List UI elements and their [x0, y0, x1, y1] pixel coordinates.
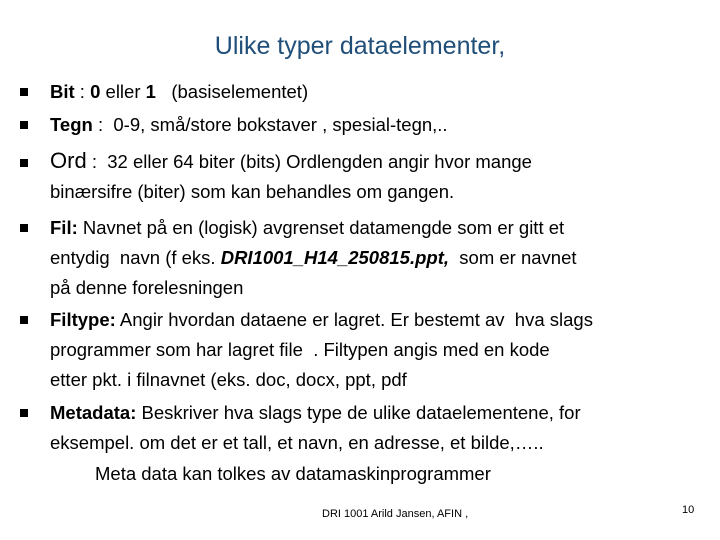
bullet-text-segment: : 32 eller 64 biter (bits) Ordlengden angir hvor mange binærsifre (biter) som kan behandles om gangen. [50, 151, 532, 202]
bullet-text-segment: DRI1001_H14_250815.ppt, [220, 247, 450, 268]
bullet-text [50, 213, 700, 303]
bullet-text-segment: Bit [50, 81, 75, 102]
meta-data-note: Meta data kan tolkes av datamaskinprogrammer [95, 463, 491, 484]
bullet-marker-icon [20, 159, 28, 167]
bullet-text-segment: som er navnet på denne forelesningen [50, 247, 577, 298]
bullet-marker-icon [20, 121, 28, 129]
bullet-text-segment: Tegn [50, 114, 93, 135]
bullet-text [50, 110, 700, 140]
bullet-text-segment: : 0-9, små/store bokstaver , spesial-tegn,.. [92, 114, 448, 135]
bullet-text [50, 305, 700, 395]
bullet-text-segment: 0 [90, 81, 101, 102]
bullet-text-segment: : [74, 81, 91, 102]
bullet-marker-icon [20, 409, 28, 417]
bullet-text-segment: 1 [145, 81, 156, 102]
bullet-text-segment: Metadata: [50, 402, 137, 423]
bullet-text-segment: Ord [50, 148, 87, 173]
bullet-text [50, 398, 700, 458]
page-number: 10 [682, 504, 695, 516]
bullet-text-segment: Navnet på en (logisk) avgrenset datamengde som er gitt et entydig navn (f eks. [50, 217, 565, 268]
slide-footer: DRI 1001 Arild Jansen, AFIN , [322, 508, 469, 520]
bullet-text-segment: Beskriver hva slags type de ulike dataelementene, for eksempel. om det er et tall, et navn, en adresse, et bilde,….. [50, 402, 581, 453]
bullet-text-segment: (basiselementet) [155, 81, 309, 102]
bullet-text-segment: Fil: [50, 217, 78, 238]
bullet-text [50, 146, 700, 207]
slide-title: Ulike typer dataelementer, [214, 32, 506, 60]
bullet-marker-icon [20, 88, 28, 96]
bullet-marker-icon [20, 224, 28, 232]
bullet-text [50, 77, 700, 107]
bullet-text-segment: eller [100, 81, 146, 102]
bullet-marker-icon [20, 316, 28, 324]
bullet-text-segment: Angir hvordan dataene er lagret. Er bestemt av hva slags programmer som har lagret file . Filtypen angis med en kode etter pkt. i filnavnet (eks. doc, docx, ppt, pdf [50, 309, 593, 390]
bullet-text-segment: Filtype: [50, 309, 116, 330]
